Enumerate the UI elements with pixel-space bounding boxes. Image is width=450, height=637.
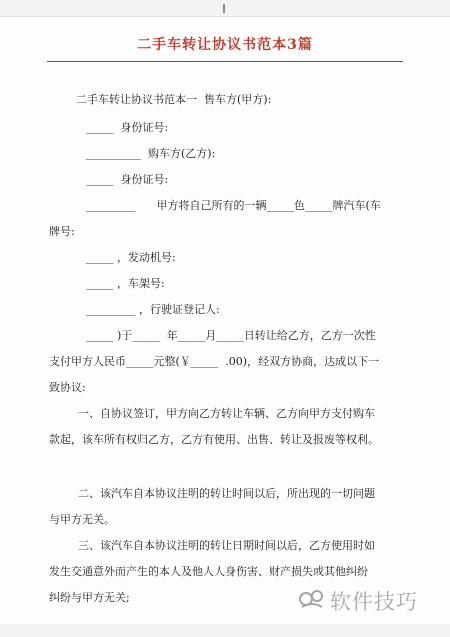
app-logo-icon (298, 587, 326, 611)
watermark-text: 软件技巧 (330, 590, 418, 614)
paragraph-line-11: 支付甲方人民币_____元整(￥_____ .00)，经双方协商，达成以下一 (49, 355, 380, 368)
page-marker-icon (223, 4, 225, 13)
title-divider (47, 61, 403, 62)
paragraph-line-2: _____ 身份证号: (86, 121, 169, 134)
page-bottom-edge (0, 624, 450, 637)
paragraph-line-19: 纠纷与甲方无关; (49, 591, 130, 604)
paragraph-line-9: _________ ，行驶证登记人: (86, 303, 220, 316)
paragraph-line-16: 与甲方无关。 (49, 513, 115, 526)
document-title: 二手车转让协议书范本3篇 (137, 37, 313, 53)
viewer-top-bar (0, 0, 450, 17)
paragraph-line-14: 款起，该车所有权归乙方，乙方有使用、出售、转让及报废等权利。 (49, 433, 379, 446)
paragraph-line-5: _________ 甲方将自己所有的一辆_____色_____牌汽车(车 (86, 199, 381, 212)
paragraph-line-3: __________ 购车方(乙方): (86, 147, 216, 160)
paragraph-line-4: _____ 身份证号: (86, 173, 169, 186)
paragraph-line-1: 二手车转让协议书范本一 售车方(甲方): (76, 93, 272, 106)
paragraph-line-12: 致协议: (49, 381, 86, 394)
paragraph-line-6: 牌号: (49, 225, 75, 238)
paragraph-line-13: 一、自协议签订，甲方向乙方转让车辆、乙方向甲方支付购车 (78, 407, 375, 420)
paragraph-line-10: _____ )于_____ 年_____月_____日转让给乙方，乙方一次性 (86, 329, 376, 342)
paragraph-line-17: 三、该汽车自本协议注明的转让日期时间以后，乙方使用时如 (78, 539, 375, 552)
paragraph-line-7: _____ ，发动机号: (86, 251, 176, 264)
paragraph-line-15: 二、该汽车自本协议注明的转让时间以后，所出现的一切问题 (78, 487, 375, 500)
paragraph-line-8: _____ ，车架号: (86, 277, 165, 290)
paragraph-line-18: 发生交通意外而产生的本人及他人人身伤害、财产损失或其他纠纷 (49, 565, 368, 578)
